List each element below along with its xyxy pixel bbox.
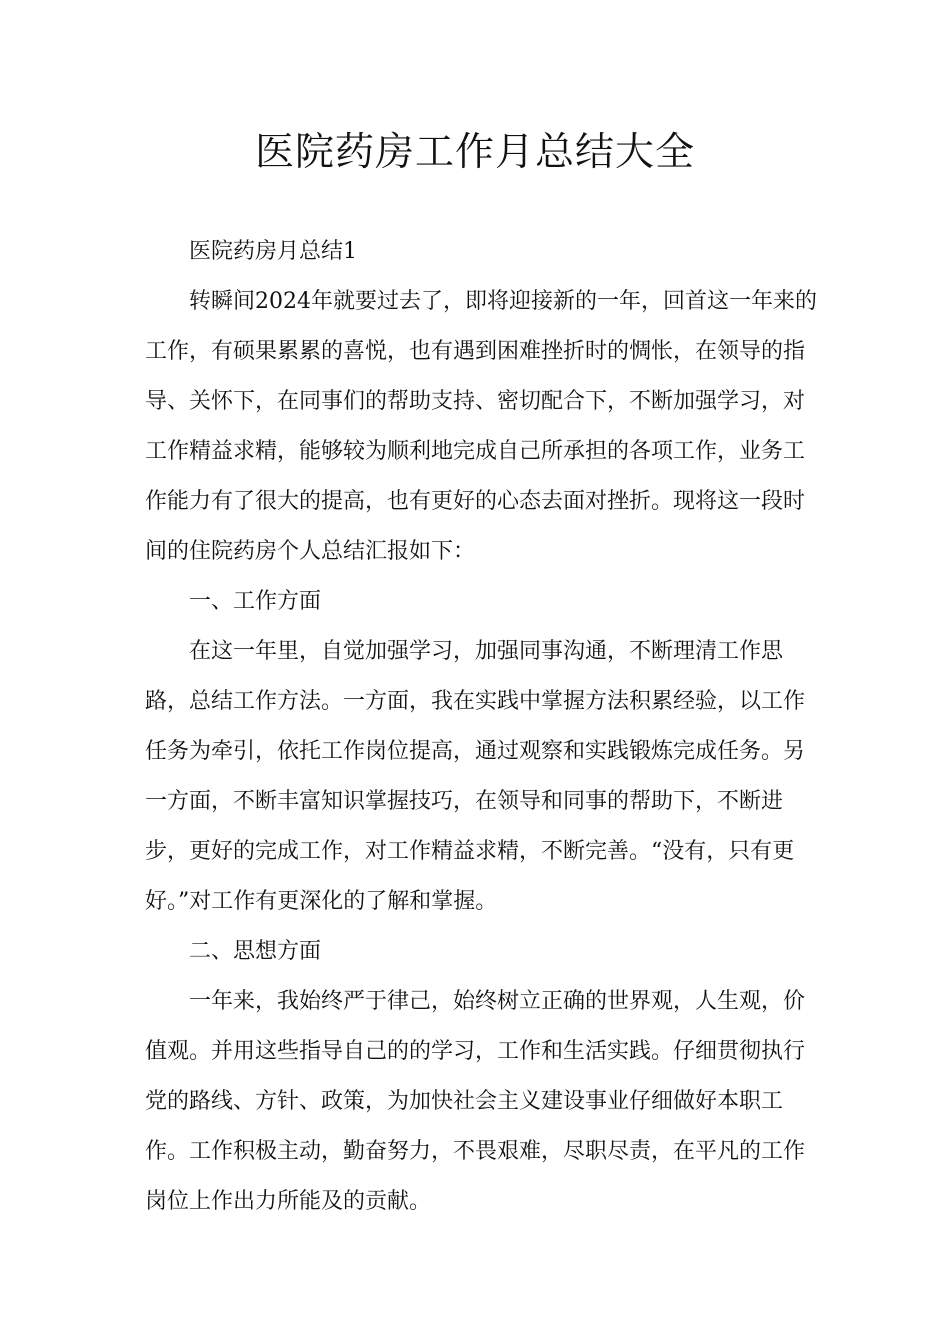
section-text-thought: 一年来，我始终严于律己，始终树立正确的世界观，人生观，价值观。并用这些指导自己的的学习，工作和生活实践。仔细贯彻执行党的路线、方针、政策，为加快社会主义建设事业仔细做好本职工作。工作积极主动，勤奋努力，不畏艰难，尽职尽责，在平凡的工作岗位上作出力所能及的贡献。 <box>145 989 806 1214</box>
document-body <box>145 227 825 1227</box>
section-text-work: 在这一年里，自觉加强学习，加强同事沟通，不断理清工作思路，总结工作方法。一方面，我在实践中掌握方法积累经验，以工作任务为牵引，依托工作岗位提高，通过观察和实践锻炼完成任务。另一方面，不断丰富知识掌握技巧，在领导和同事的帮助下，不断进步，更好的完成工作，对工作精益求精，不断完善。“没有，只有更好。”对工作有更深化的了解和掌握。 <box>145 639 806 914</box>
section-heading-work: 一、工作方面 <box>189 589 322 614</box>
section-heading-thought: 二、思想方面 <box>189 939 322 964</box>
document-title: 医院药房工作月总结大全 <box>254 130 695 175</box>
intro-paragraph: 转瞬间2024年就要过去了，即将迎接新的一年，回首这一年来的工作，有硕果累累的喜悦，也有遇到困难挫折时的惆怅，在领导的指导、关怀下，在同事们的帮助支持、密切配合下，不断加强学习，对工作精益求精，能够较为顺利地完成自己所承担的各项工作，业务工作能力有了很大的提高，也有更好的心态去面对挫折。现将这一段时间的住院药房个人总结汇报如下： <box>145 289 817 564</box>
section-subtitle: 医院药房月总结1 <box>189 239 357 264</box>
